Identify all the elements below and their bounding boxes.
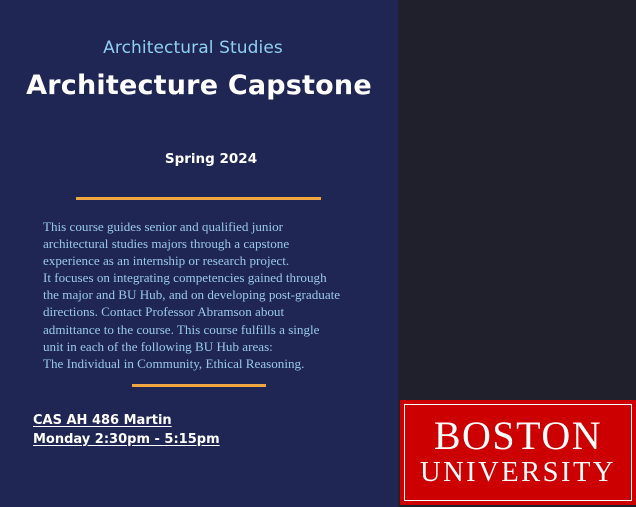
course-schedule: Monday 2:30pm - 5:15pm — [33, 431, 220, 447]
description-line: the major and BU Hub, and on developing post-graduate — [43, 287, 341, 303]
course-info — [33, 412, 220, 449]
course-code: CAS AH 486 Martin — [33, 413, 172, 428]
description-line: It focuses on integrating competencies gained through — [43, 270, 327, 286]
course-title: Architecture Capstone — [26, 70, 372, 101]
description-line: unit in each of the following BU Hub areas: — [43, 338, 273, 354]
course-description — [43, 218, 373, 372]
boston-university-logo — [400, 400, 636, 505]
term-label: Spring 2024 — [164, 151, 258, 167]
description-line: directions. Contact Professor Abramson about — [43, 304, 285, 320]
description-line: experience as an internship or research project. — [43, 253, 290, 269]
accent-divider-bottom — [132, 384, 266, 387]
program-subtitle: Architectural Studies — [103, 38, 283, 58]
description-line: This course guides senior and qualified junior — [43, 219, 283, 234]
description-line: architectural studies majors through a capstone — [43, 236, 290, 252]
logo-text-university: UNIVERSITY — [420, 457, 616, 488]
logo-text-boston: BOSTON — [433, 413, 603, 458]
accent-divider-top — [76, 197, 321, 200]
description-line: admittance to the course. This course fulfills a single — [43, 321, 320, 337]
description-line: The Individual in Community, Ethical Reasoning. — [43, 355, 305, 371]
